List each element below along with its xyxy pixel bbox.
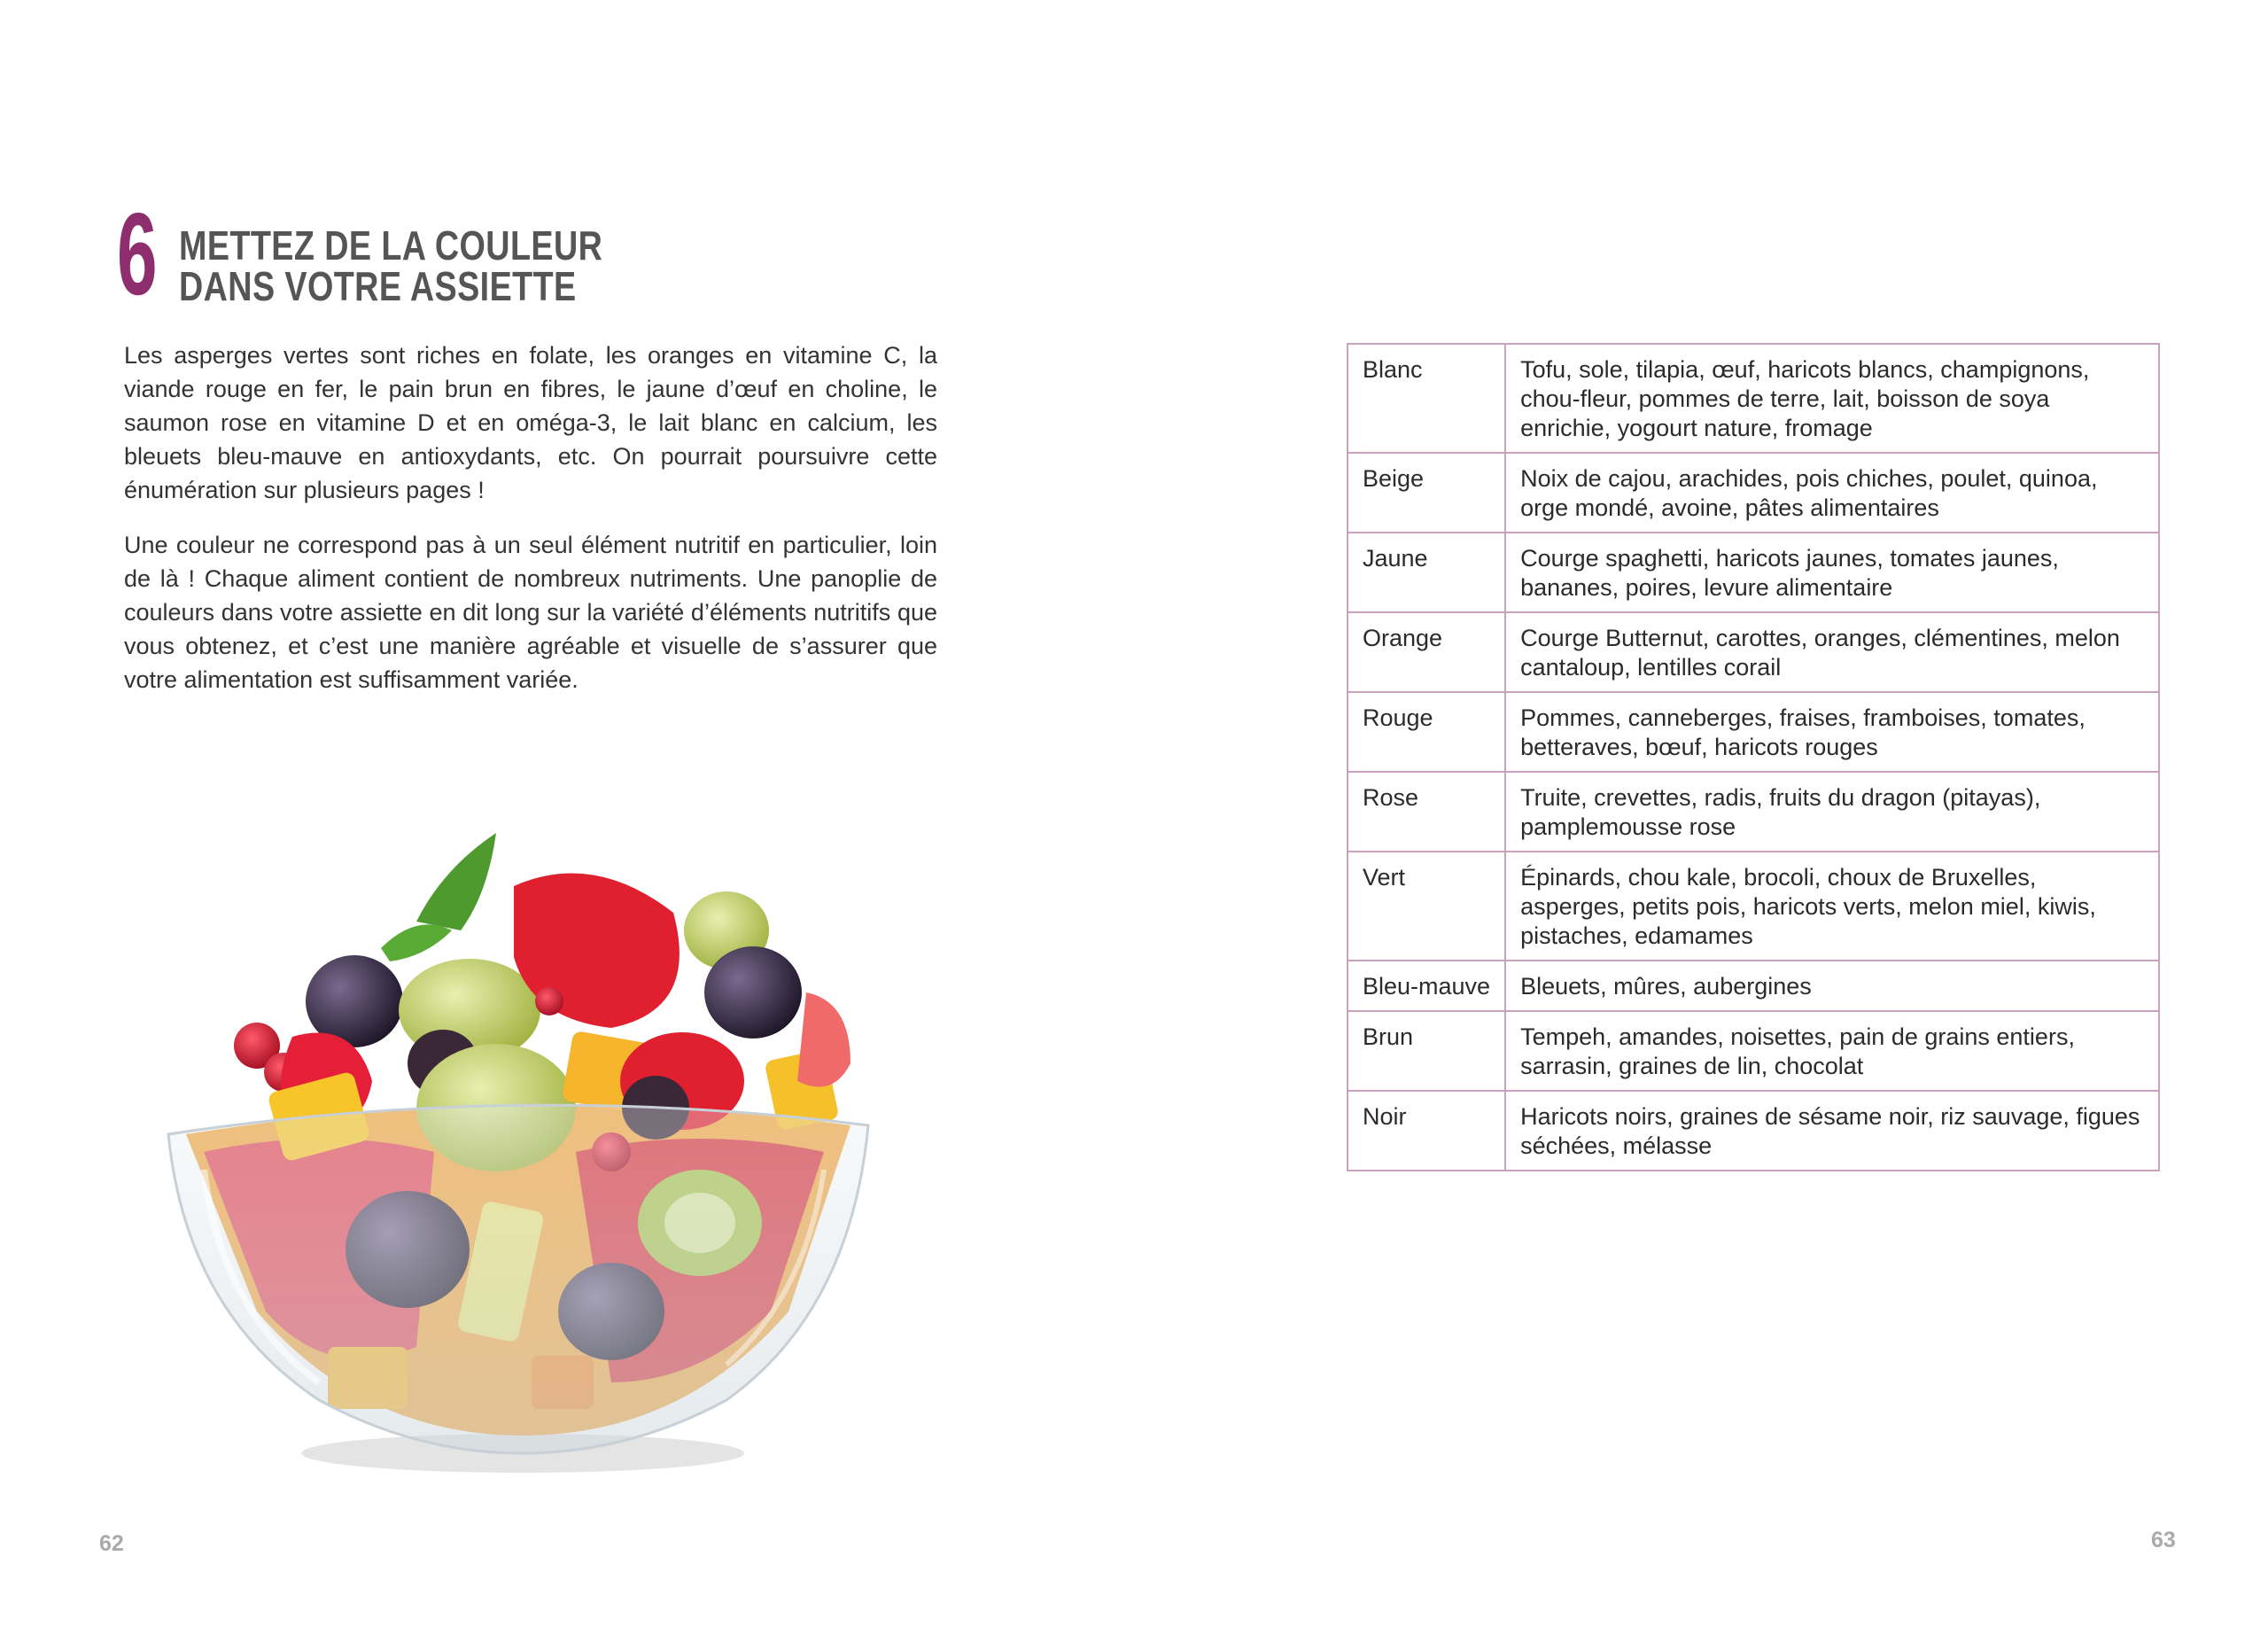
- color-name-cell: Orange: [1348, 612, 1505, 692]
- table-row: [1348, 533, 2159, 612]
- foods-cell: Courge Butternut, carottes, oranges, clémentines, melon cantaloup, lentilles corail: [1505, 612, 2159, 692]
- foods-cell: Pommes, canneberges, fraises, framboises, tomates, betteraves, bœuf, haricots rouges: [1505, 692, 2159, 772]
- chapter-title-line-1: METTEZ DE LA COULEUR: [179, 222, 603, 268]
- color-name-cell: Brun: [1348, 1011, 1505, 1091]
- foods-cell: Courge spaghetti, haricots jaunes, tomates jaunes, bananes, poires, levure alimentaire: [1505, 533, 2159, 612]
- chapter-title-line-2: DANS VOTRE ASSIETTE: [179, 263, 577, 309]
- fruit-salad-bowl-image: [151, 815, 886, 1489]
- foods-cell: Noix de cajou, arachides, pois chiches, poulet, quinoa, orge mondé, avoine, pâtes alimentaires: [1505, 453, 2159, 533]
- foods-cell: Épinards, chou kale, brocoli, choux de Bruxelles, asperges, petits pois, haricots verts, melon miel, kiwis, pistaches, edamames: [1505, 852, 2159, 961]
- table-row: [1348, 961, 2159, 1011]
- paragraph-1: Les asperges vertes sont riches en folate, les oranges en vitamine C, la viande rouge en fer, le pain brun en fibres, le jaune d’œuf en choline, le saumon rose en vitamine D et en oméga-3, le lait blanc en calcium, les bleuets bleu-mauve en antioxydants, etc. On pourrait poursuivre cette énumération sur plusieurs pages !: [124, 342, 937, 503]
- table-row: [1348, 344, 2159, 453]
- table-row: [1348, 772, 2159, 852]
- color-name-cell: Bleu-mauve: [1348, 961, 1505, 1011]
- color-foods-table: [1347, 343, 2160, 1171]
- color-name-cell: Rose: [1348, 772, 1505, 852]
- table-row: [1348, 1091, 2159, 1171]
- chapter-title: [179, 222, 603, 309]
- table-row: [1348, 692, 2159, 772]
- color-name-cell: Rouge: [1348, 692, 1505, 772]
- chapter-heading: [117, 189, 695, 319]
- foods-cell: Truite, crevettes, radis, fruits du dragon (pitayas), pamplemousse rose: [1505, 772, 2159, 852]
- table-row: [1348, 1011, 2159, 1091]
- color-name-cell: Beige: [1348, 453, 1505, 533]
- foods-cell: Bleuets, mûres, aubergines: [1505, 961, 2159, 1011]
- chapter-number: 6: [117, 189, 158, 319]
- color-name-cell: Blanc: [1348, 344, 1505, 453]
- page-number-left: 62: [99, 1531, 124, 1556]
- page-number-right: 63: [2151, 1528, 2176, 1552]
- color-name-cell: Noir: [1348, 1091, 1505, 1171]
- table-row: [1348, 612, 2159, 692]
- foods-cell: Tofu, sole, tilapia, œuf, haricots blancs, champignons, chou-fleur, pommes de terre, lait, boisson de soya enrichie, yogourt nature, fromage: [1505, 344, 2159, 453]
- foods-cell: Haricots noirs, graines de sésame noir, riz sauvage, figues séchées, mélasse: [1505, 1091, 2159, 1171]
- color-name-cell: Vert: [1348, 852, 1505, 961]
- body-text: [124, 338, 937, 718]
- foods-cell: Tempeh, amandes, noisettes, pain de grains entiers, sarrasin, graines de lin, chocolat: [1505, 1011, 2159, 1091]
- color-name-cell: Jaune: [1348, 533, 1505, 612]
- right-page: [1134, 0, 2268, 1626]
- paragraph-2: Une couleur ne correspond pas à un seul élément nutritif en particulier, loin de là ! Chaque aliment contient de nombreux nutriments. Une panoplie de couleurs dans votre assiette en dit long sur la variété d’éléments nutritifs que vous obtenez, et c’est une manière agréable et visuelle de s’assurer que votre alimentation est suffisamment variée.: [124, 532, 937, 693]
- table-row: [1348, 852, 2159, 961]
- table-row: [1348, 453, 2159, 533]
